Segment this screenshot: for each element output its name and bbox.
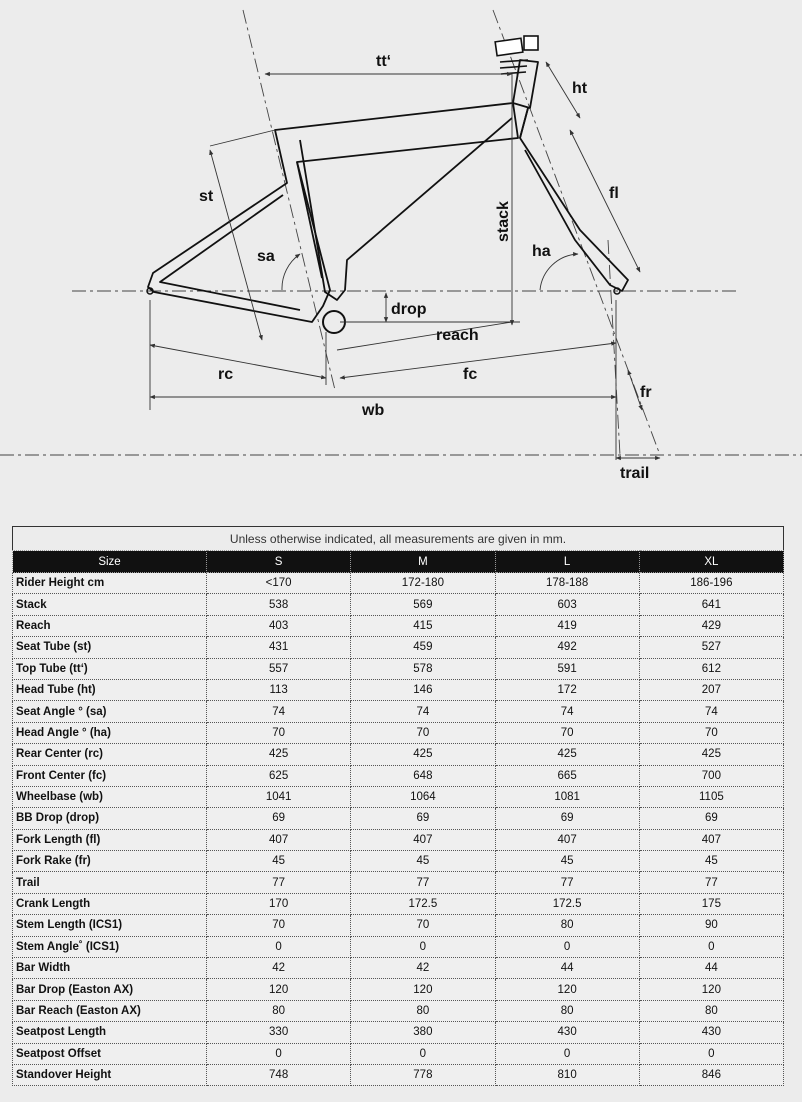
table-cell: 492: [495, 637, 639, 658]
table-row: [13, 658, 784, 679]
table-cell: 810: [495, 1064, 639, 1085]
table-cell: 415: [351, 615, 495, 636]
table-row: [13, 872, 784, 893]
table-cell: 425: [639, 744, 783, 765]
table-cell: 120: [639, 979, 783, 1000]
table-cell: 80: [495, 1000, 639, 1021]
table-cell: 186-196: [639, 573, 783, 594]
row-label: Reach: [13, 615, 207, 636]
table-cell: 44: [495, 958, 639, 979]
row-label: Bar Reach (Easton AX): [13, 1000, 207, 1021]
row-label: Seatpost Length: [13, 1022, 207, 1043]
table-row: [13, 701, 784, 722]
table-cell: 407: [351, 829, 495, 850]
table-row: [13, 615, 784, 636]
table-cell: 172.5: [351, 893, 495, 914]
table-cell: 70: [351, 722, 495, 743]
row-label: Front Center (fc): [13, 765, 207, 786]
table-row: [13, 786, 784, 807]
table-cell: 641: [639, 594, 783, 615]
row-label: Rear Center (rc): [13, 744, 207, 765]
table-cell: 42: [351, 958, 495, 979]
geometry-table-container: [12, 526, 784, 1086]
label-fc: fc: [463, 366, 478, 383]
table-row: [13, 958, 784, 979]
row-label: Top Tube (tt‘): [13, 658, 207, 679]
header-l: L: [495, 551, 639, 573]
table-cell: 69: [639, 808, 783, 829]
table-cell: 172: [495, 679, 639, 700]
table-cell: 172.5: [495, 893, 639, 914]
table-cell: 1105: [639, 786, 783, 807]
table-cell: 700: [639, 765, 783, 786]
label-trail: trail: [620, 465, 650, 482]
row-label: Head Angle ° (ha): [13, 722, 207, 743]
table-cell: 207: [639, 679, 783, 700]
table-cell: 0: [639, 1043, 783, 1064]
label-drop: drop: [391, 301, 427, 318]
row-label: Stem Angle˚ (ICS1): [13, 936, 207, 957]
table-cell: 70: [495, 722, 639, 743]
table-cell: 70: [207, 915, 351, 936]
table-cell: 407: [639, 829, 783, 850]
table-row: [13, 744, 784, 765]
table-cell: 74: [495, 701, 639, 722]
table-cell: 425: [495, 744, 639, 765]
table-cell: 42: [207, 958, 351, 979]
table-cell: 648: [351, 765, 495, 786]
label-st: st: [199, 188, 214, 205]
table-cell: 527: [639, 637, 783, 658]
table-cell: 1081: [495, 786, 639, 807]
table-row: [13, 915, 784, 936]
table-cell: 70: [639, 722, 783, 743]
table-cell: 625: [207, 765, 351, 786]
table-cell: 70: [207, 722, 351, 743]
table-cell: 120: [495, 979, 639, 1000]
table-cell: 69: [207, 808, 351, 829]
table-cell: 80: [495, 915, 639, 936]
table-cell: 569: [351, 594, 495, 615]
row-label: Fork Length (fl): [13, 829, 207, 850]
geometry-table: [12, 550, 784, 1086]
table-cell: 612: [639, 658, 783, 679]
table-cell: 44: [639, 958, 783, 979]
table-row: [13, 1043, 784, 1064]
table-cell: 665: [495, 765, 639, 786]
table-cell: 430: [639, 1022, 783, 1043]
table-cell: 146: [351, 679, 495, 700]
table-cell: 1041: [207, 786, 351, 807]
table-cell: 178-188: [495, 573, 639, 594]
label-fr: fr: [640, 384, 652, 401]
table-cell: 748: [207, 1064, 351, 1085]
table-cell: 431: [207, 637, 351, 658]
label-tt: tt‘: [376, 53, 392, 70]
table-body: [13, 573, 784, 1086]
label-rc: rc: [218, 366, 234, 383]
table-cell: 380: [351, 1022, 495, 1043]
table-cell: 170: [207, 893, 351, 914]
table-cell: 425: [207, 744, 351, 765]
row-label: Stack: [13, 594, 207, 615]
table-row: [13, 722, 784, 743]
table-cell: 45: [639, 851, 783, 872]
table-cell: 70: [351, 915, 495, 936]
table-cell: 175: [639, 893, 783, 914]
row-label: Rider Height cm: [13, 573, 207, 594]
table-cell: 429: [639, 615, 783, 636]
row-label: Fork Rake (fr): [13, 851, 207, 872]
table-cell: 330: [207, 1022, 351, 1043]
table-header-row: [13, 551, 784, 573]
table-cell: 403: [207, 615, 351, 636]
table-row: [13, 808, 784, 829]
table-cell: 846: [639, 1064, 783, 1085]
label-sa: sa: [257, 248, 275, 265]
row-label: Crank Length: [13, 893, 207, 914]
label-wb: wb: [362, 402, 385, 419]
table-cell: 80: [351, 1000, 495, 1021]
table-cell: 578: [351, 658, 495, 679]
table-cell: 90: [639, 915, 783, 936]
table-cell: 45: [495, 851, 639, 872]
row-label: Seatpost Offset: [13, 1043, 207, 1064]
table-row: [13, 1064, 784, 1085]
table-cell: 77: [351, 872, 495, 893]
table-row: [13, 679, 784, 700]
table-cell: 0: [495, 1043, 639, 1064]
table-row: [13, 1022, 784, 1043]
table-cell: 459: [351, 637, 495, 658]
table-cell: 0: [639, 936, 783, 957]
row-label: Seat Tube (st): [13, 637, 207, 658]
table-cell: 80: [207, 1000, 351, 1021]
header-s: S: [207, 551, 351, 573]
label-ht: ht: [572, 80, 588, 97]
row-label: Bar Width: [13, 958, 207, 979]
stem: [495, 36, 538, 74]
table-cell: 778: [351, 1064, 495, 1085]
table-cell: 80: [639, 1000, 783, 1021]
table-cell: 77: [207, 872, 351, 893]
table-row: [13, 851, 784, 872]
table-cell: 77: [495, 872, 639, 893]
table-row: [13, 765, 784, 786]
row-label: Seat Angle ° (sa): [13, 701, 207, 722]
row-label: Head Tube (ht): [13, 679, 207, 700]
table-cell: <170: [207, 573, 351, 594]
label-ha: ha: [532, 243, 551, 260]
bike-frame: [148, 60, 628, 322]
row-label: Stem Length (ICS1): [13, 915, 207, 936]
table-cell: 0: [351, 1043, 495, 1064]
table-row: [13, 936, 784, 957]
table-cell: 0: [495, 936, 639, 957]
table-cell: 591: [495, 658, 639, 679]
table-row: [13, 1000, 784, 1021]
table-cell: 45: [207, 851, 351, 872]
measurement-note: Unless otherwise indicated, all measurements are given in mm.: [12, 526, 784, 550]
table-cell: 0: [207, 1043, 351, 1064]
header-xl: XL: [639, 551, 783, 573]
table-cell: 1064: [351, 786, 495, 807]
row-label: Wheelbase (wb): [13, 786, 207, 807]
table-cell: 538: [207, 594, 351, 615]
table-row: [13, 979, 784, 1000]
table-cell: 430: [495, 1022, 639, 1043]
table-cell: 69: [495, 808, 639, 829]
table-cell: 45: [351, 851, 495, 872]
table-row: [13, 893, 784, 914]
table-row: [13, 637, 784, 658]
table-cell: 74: [207, 701, 351, 722]
table-cell: 419: [495, 615, 639, 636]
table-cell: 0: [351, 936, 495, 957]
table-row: [13, 594, 784, 615]
table-row: [13, 573, 784, 594]
table-cell: 172-180: [351, 573, 495, 594]
table-cell: 407: [495, 829, 639, 850]
table-cell: 557: [207, 658, 351, 679]
table-row: [13, 829, 784, 850]
row-label: BB Drop (drop): [13, 808, 207, 829]
table-cell: 113: [207, 679, 351, 700]
header-size: Size: [13, 551, 207, 573]
row-label: Bar Drop (Easton AX): [13, 979, 207, 1000]
header-m: M: [351, 551, 495, 573]
table-cell: 77: [639, 872, 783, 893]
table-cell: 603: [495, 594, 639, 615]
label-stack: stack: [495, 201, 512, 242]
table-cell: 120: [351, 979, 495, 1000]
table-cell: 69: [351, 808, 495, 829]
label-fl: fl: [609, 185, 619, 202]
dimension-lines: [150, 62, 660, 460]
frame-geometry-diagram: [0, 0, 802, 500]
table-cell: 425: [351, 744, 495, 765]
row-label: Standover Height: [13, 1064, 207, 1085]
table-cell: 120: [207, 979, 351, 1000]
row-label: Trail: [13, 872, 207, 893]
table-cell: 407: [207, 829, 351, 850]
center-lines: [0, 10, 802, 455]
table-cell: 0: [207, 936, 351, 957]
table-cell: 74: [351, 701, 495, 722]
label-reach: reach: [436, 327, 479, 344]
table-cell: 74: [639, 701, 783, 722]
